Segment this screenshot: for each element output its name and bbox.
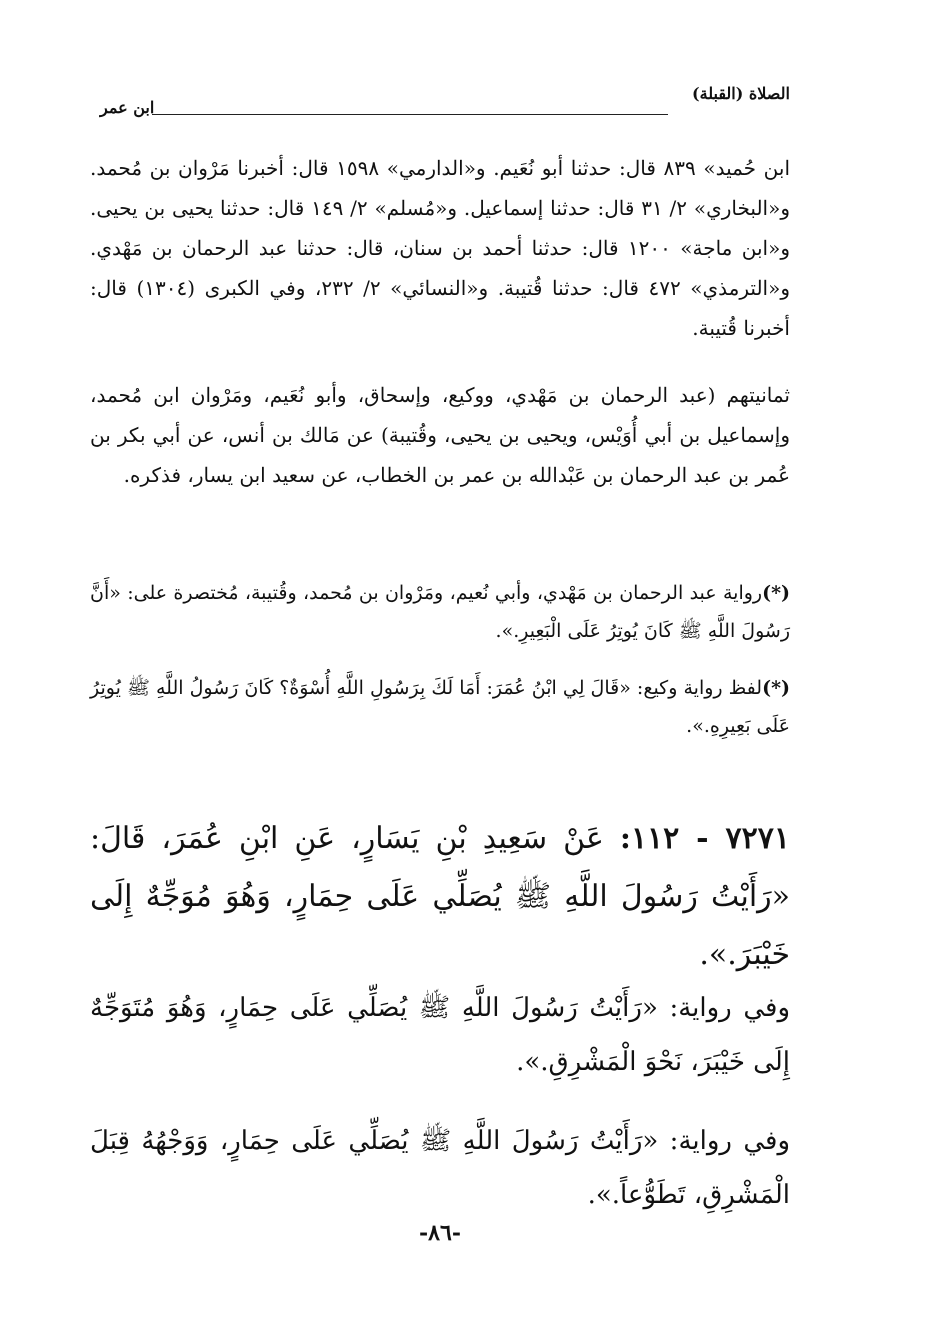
hadith-text: عَنْ سَعِيدِ بْنِ يَسَارٍ، عَنِ ابْنِ عُمَرَ، قَالَ: «رَأَيْتُ رَسُولَ اللَّهِ ﷺ يُصَلِّي عَلَى حِمَارٍ، وَهُوَ مُوَجِّهٌ إِلَى خَيْبَرَ.». bbox=[90, 821, 790, 972]
sources-paragraph: ابن حُميد» ٨٣٩ قال: حدثنا أبو نُعَيم. و«الدارمي» ١٥٩٨ قال: أخبرنا مَرْوان بن مُحمد. و«البخاري» ٢/ ٣١ قال: حدثنا إسماعيل. و«مُسلم» ٢/ ١٤٩ قال: حدثنا يحيى بن يحيى. و«ابن ماجة» ١٢٠٠ قال: حدثنا أحمد بن سنان، قال: حدثنا عبد الرحمان بن مَهْدي. و«الترمذي» ٤٧٢ قال: حدثنا قُتيبة. و«النسائي» ٢/ ٢٣٢، وفي الكبرى (١٣٠٤) قال: أخبرنا قُتيبة. bbox=[90, 156, 791, 340]
footnote-1 bbox=[90, 574, 790, 650]
footnote-text: رواية عبد الرحمان بن مَهْدي، وأبي نُعيم، ومَرْوان بن مُحمد، وقُتيبة، مُختصرة على: «أَنَّ رَسُولَ اللَّهِ ﷺ كَانَ يُوتِرُ عَلَى الْبَعِيرِ.». bbox=[90, 582, 790, 642]
page-number: -٨٦- bbox=[419, 1220, 461, 1246]
header-rule bbox=[152, 114, 668, 115]
variant-narration-2: وفي رواية: «رَأَيْتُ رَسُولَ اللَّهِ ﷺ يُصَلِّي عَلَى حِمَارٍ، وَوَجْهُهُ قِبَلَ الْمَشْرِقِ، تَطَوُّعاً.». bbox=[90, 1126, 790, 1210]
footnote-marker: (*) bbox=[762, 582, 790, 604]
book-page bbox=[90, 70, 790, 1310]
footnote-marker: (*) bbox=[762, 677, 790, 699]
footnote-text: لفظ رواية وكيع: «قَالَ لِي ابْنُ عُمَرَ: أَمَا لَكَ بِرَسُولِ اللَّهِ أُسْوَةٌ؟ كَانَ رَسُولُ اللَّهِ ﷺ يُوتِرُ عَلَى بَعِيرِهِ.». bbox=[90, 677, 790, 737]
variant-narration-1: وفي رواية: «رَأَيْتُ رَسُولَ اللَّهِ ﷺ يُصَلِّي عَلَى حِمَارٍ، وَهُوَ مُتَوَجِّهٌ إِلَى خَيْبَرَ، نَحْوَ الْمَشْرِقِ.». bbox=[90, 993, 790, 1077]
footnote-2 bbox=[90, 669, 790, 745]
chapter-title: الصلاة (القبلة) bbox=[692, 84, 790, 103]
hadith-entry bbox=[90, 810, 790, 984]
isnad-paragraph: ثمانيتهم (عبد الرحمان بن مَهْدي، ووكيع، وإسحاق، وأبو نُعَيم، ومَرْوان ابن مُحمد، وإسماعيل بن أبي أُوَيْس، ويحيى بن يحيى، وقُتيبة) عن مَالك بن أنس، عن أبي بكر بن عُمر بن عبد الرحمان بن عَبْدالله بن عمر بن الخطاب، عن سعيد ابن يسار، فذكره. bbox=[90, 383, 790, 487]
running-header bbox=[90, 84, 790, 117]
hadith-number: ٧٢٧١ - ١١٢: bbox=[619, 821, 790, 856]
musnad-title: ابن عمر bbox=[100, 98, 155, 117]
